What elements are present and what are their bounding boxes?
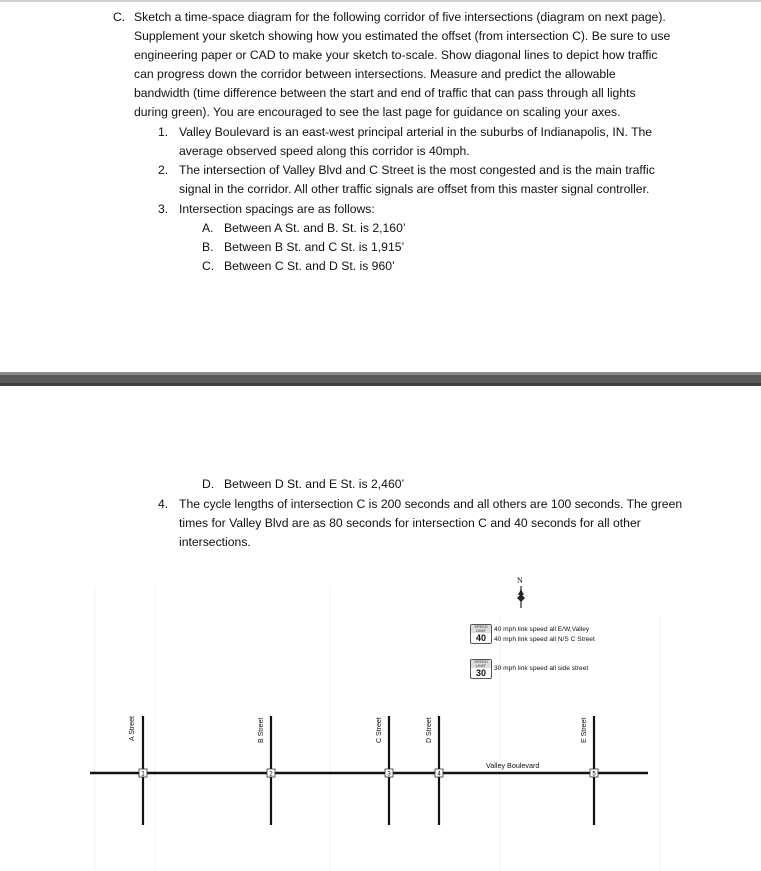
- north-label: N: [517, 576, 523, 585]
- sign-30-speed-text: SPEED: [471, 660, 491, 664]
- spacing-c-marker: C.: [202, 259, 215, 273]
- spacing-b-marker: B.: [202, 240, 214, 254]
- sign-40-speed-text: SPEED: [471, 625, 491, 629]
- page-2: [0, 386, 761, 871]
- section-c-line-4: can progress down the corridor between intersections. Measure and predict the allowable: [134, 67, 616, 81]
- sign-40-limit-text: LIMIT: [471, 629, 491, 633]
- spacing-c-text: Between C St. and D St. is 960’: [224, 259, 395, 273]
- spacing-a-marker: A.: [202, 221, 214, 235]
- section-marker: C.: [113, 10, 126, 24]
- item-2-line-2: signal in the corridor. All other traffic signals are offset from this master signal controller.: [179, 182, 650, 196]
- corridor-map: [0, 386, 761, 871]
- item-4-line-1: The cycle lengths of intersection C is 200 seconds and all others are 100 seconds. The green: [179, 497, 683, 511]
- section-c-line-2: Supplement your sketch showing how you estimated the offset (from intersection C). Be sure to use: [134, 29, 671, 43]
- item-3-line-1: Intersection spacings are as follows:: [179, 202, 375, 216]
- e-street-label: E Street: [581, 717, 588, 743]
- legend-line-2: 40 mph link speed all N/S C Street: [494, 636, 595, 643]
- d-street-label: D Street: [426, 717, 433, 743]
- item-1-line-1: Valley Boulevard is an east-west principal arterial in the suburbs of Indianapolis, IN. The: [179, 125, 653, 139]
- item-4-line-3: intersections.: [179, 535, 251, 549]
- node-5-label: 5: [592, 771, 596, 778]
- sign-40-value: 40: [475, 633, 486, 643]
- node-4-label: 4: [437, 771, 441, 778]
- node-3-label: 3: [387, 771, 391, 778]
- item-4-marker: 4.: [158, 497, 169, 511]
- legend-line-3: 30 mph link speed all side street: [494, 665, 589, 672]
- legend-line-1: 40 mph link speed all E/W,Valley: [494, 626, 590, 633]
- speed-limit-40-sign: [470, 624, 492, 644]
- node-1-label: 1: [141, 771, 145, 778]
- spacing-d-text: Between D St. and E St. is 2,460’: [224, 477, 405, 491]
- a-street-label: A Street: [129, 716, 136, 741]
- spacing-d-marker: D.: [202, 477, 215, 491]
- page-1: [0, 2, 761, 372]
- section-c-line-5: bandwidth (time difference between the start and end of traffic that can pass through all lights: [134, 86, 636, 100]
- item-1-line-2: average observed speed along this corridor is 40mph.: [179, 144, 470, 158]
- item-4-line-2: times for Valley Blvd are as 80 seconds for intersection C and 40 seconds for all other: [179, 516, 641, 530]
- section-c-line-6: during green). You are encouraged to see the last page for guidance on scaling your axes.: [134, 105, 621, 119]
- north-arrow-diamond-icon: [517, 594, 525, 602]
- c-street-label: C Street: [376, 717, 383, 743]
- node-2-label: 2: [269, 771, 273, 778]
- spacing-a-text: Between A St. and B. St. is 2,160’: [224, 221, 406, 235]
- speed-limit-30-sign: [470, 659, 492, 679]
- item-3-marker: 3.: [158, 202, 169, 216]
- spacing-b-text: Between B St. and C St. is 1,915’: [224, 240, 405, 254]
- page-divider: [0, 372, 761, 386]
- section-c-line-1: Sketch a time-space diagram for the following corridor of five intersections (diagram on next page).: [134, 10, 666, 24]
- sign-30-limit-text: LIMIT: [471, 664, 491, 668]
- section-c-line-3: engineering paper or CAD to make your sketch to-scale. Show diagonal lines to depict how traffic: [134, 48, 658, 62]
- item-2-marker: 2.: [158, 163, 169, 177]
- b-street-label: B Street: [258, 717, 265, 743]
- item-1-marker: 1.: [158, 125, 169, 139]
- item-2-line-1: The intersection of Valley Blvd and C Street is the most congested and is the main traffic: [179, 163, 655, 177]
- sign-30-value: 30: [475, 668, 486, 678]
- valley-boulevard-label: Valley Boulevard: [486, 761, 540, 770]
